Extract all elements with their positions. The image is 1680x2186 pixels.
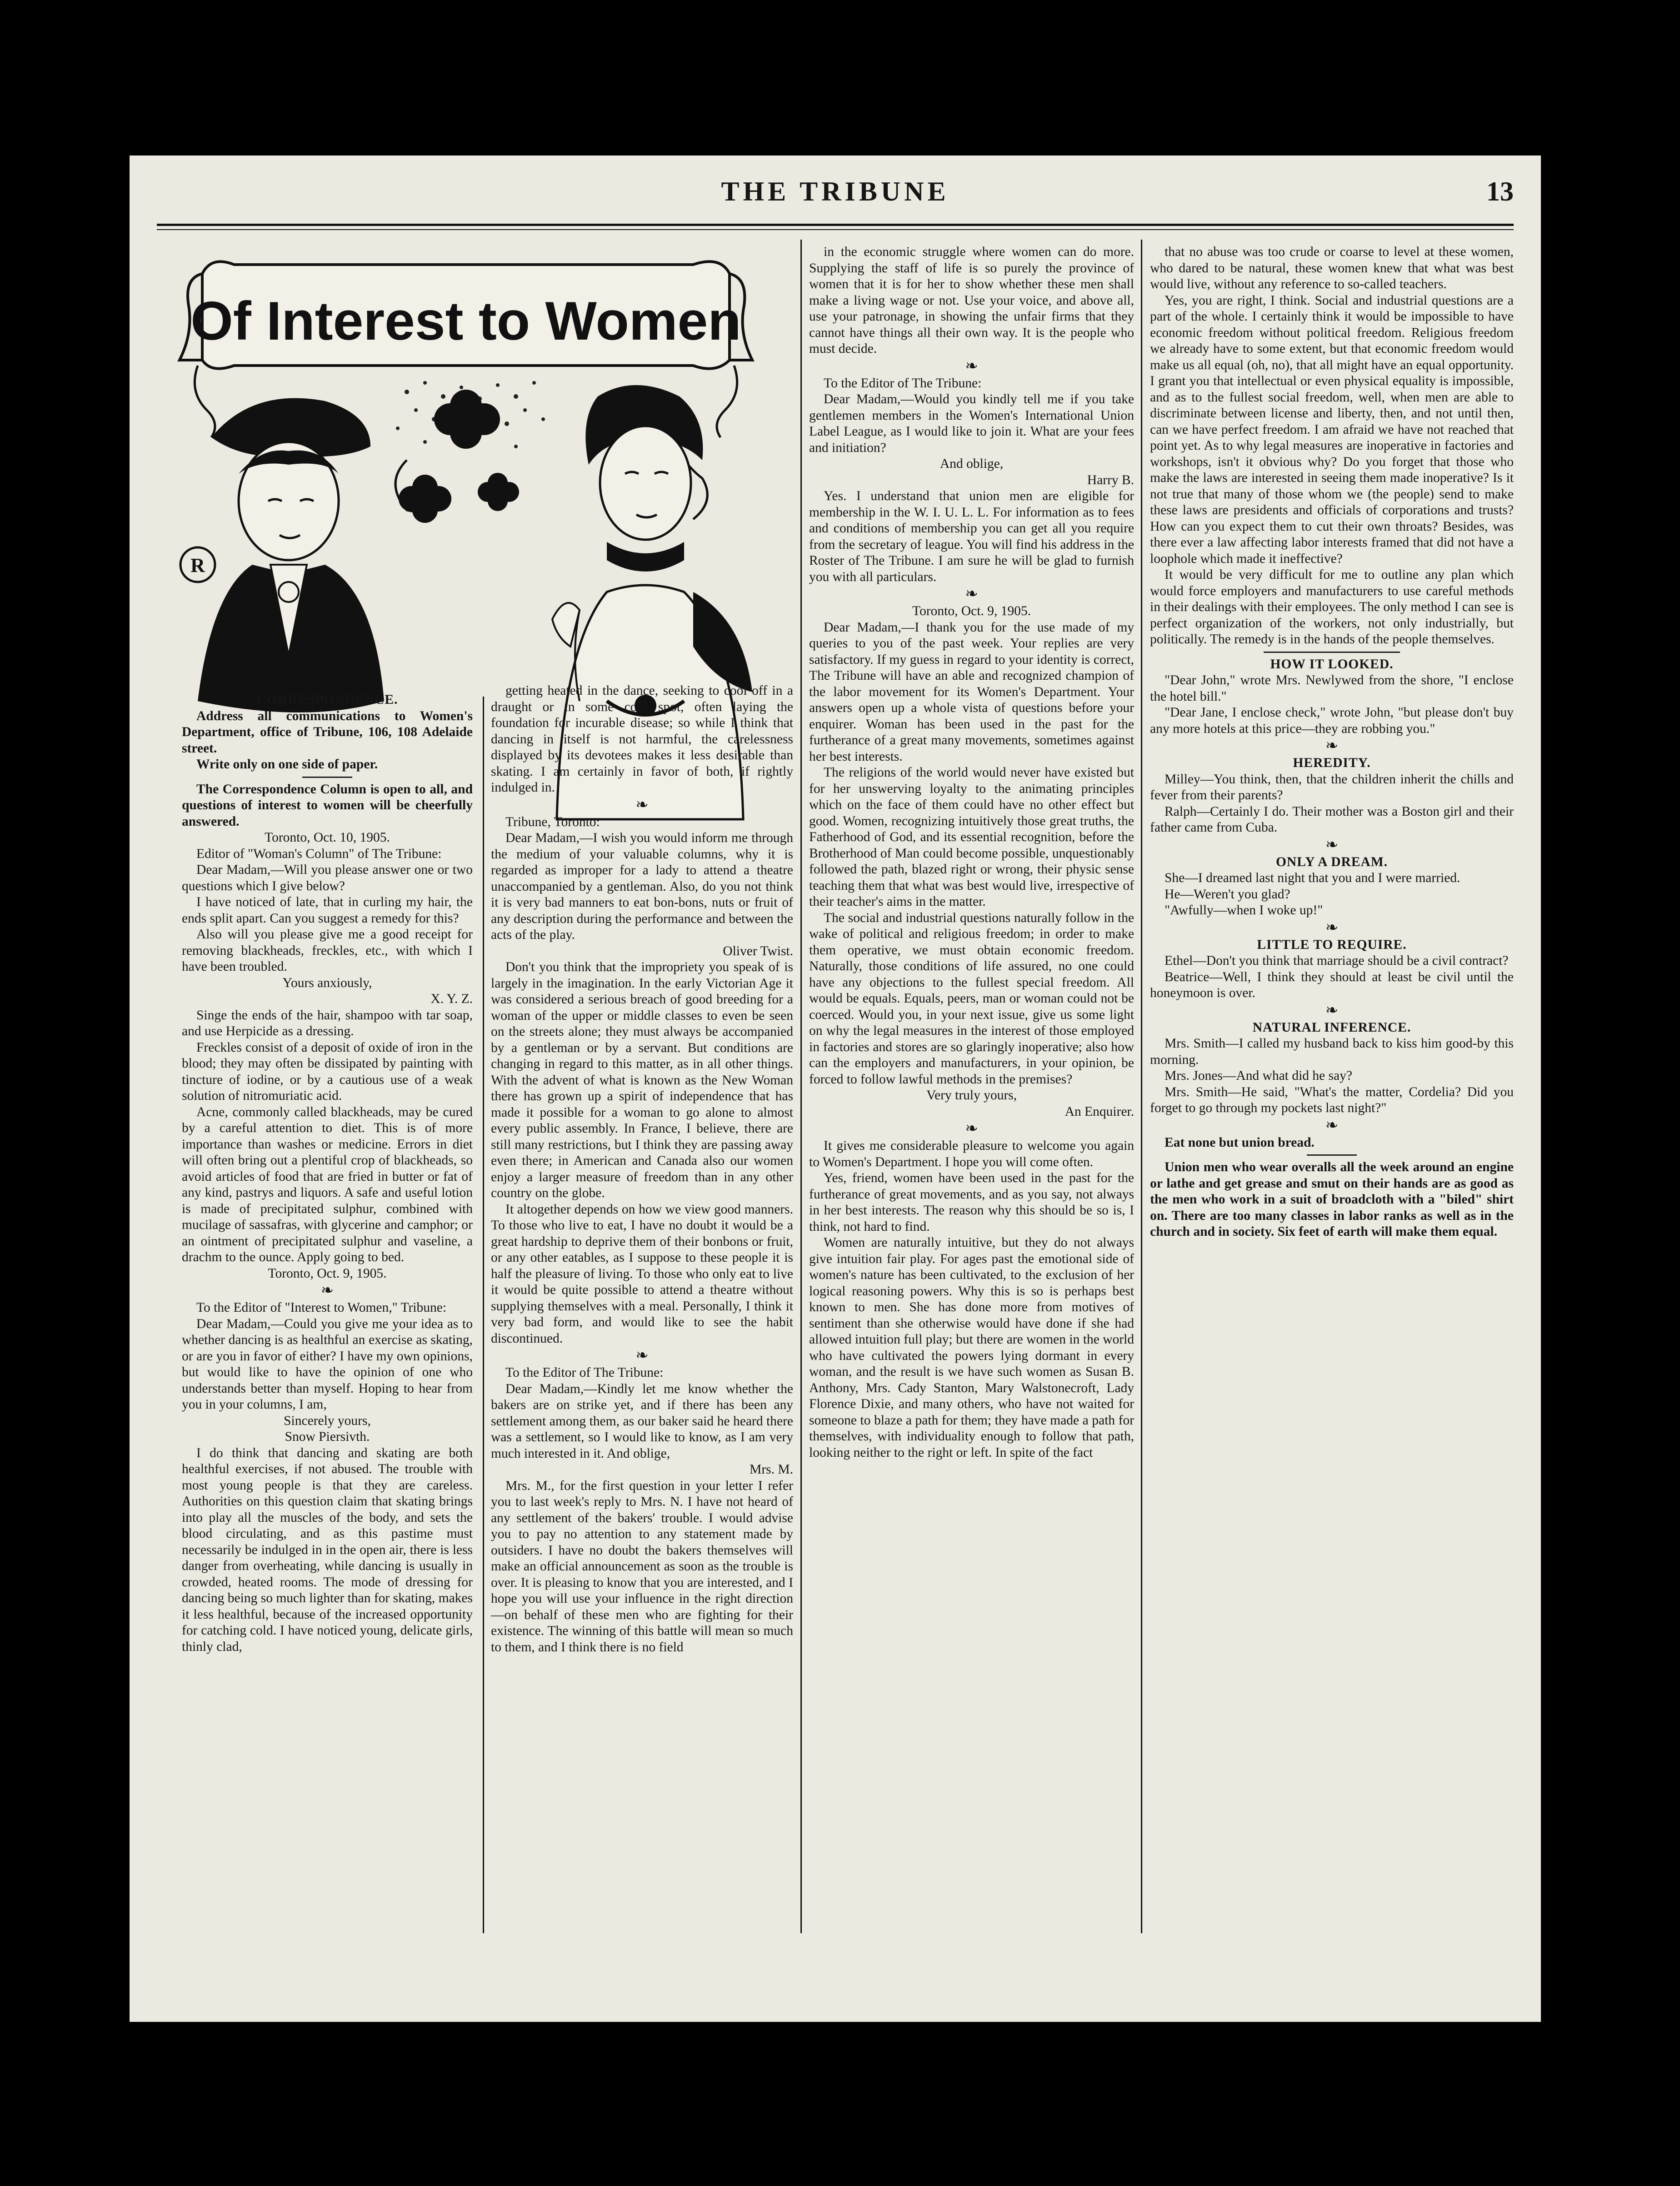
ornament-icon: ❧	[965, 586, 978, 602]
paragraph: Ralph—Certainly I do. Their mother was a Boston girl and their father came from Cuba.	[1150, 804, 1514, 835]
newspaper-page	[130, 155, 1541, 2022]
column-1	[182, 692, 473, 1938]
paragraph: Ethel—Don't you think that marriage should be a civil contract?	[1165, 953, 1509, 968]
paragraph: Yes, friend, women have been used in the past for the furtherance of great movements, and as you say, not always in her best interests. The reason why this should be so is, I think, not hard to find.	[809, 1171, 1134, 1234]
paragraph: Yes, you are right, I think. Social and industrial questions are a part of the whole. I certainly think it would be impossible to have economic freedom without political freedom. Religious freedom we already have to some extent, but that economic freedom would make us all equal (oh, no), that all might have an equal opportunity. I grant you that intellectual or even physical equality is impossible, and as to the fullest social freedom, well, when men are able to discriminate between license and liberty, then, and not until then, can we have perfect freedom. I am afraid we have not reached that point yet. As to why legal measures are inoperative in factories and workshops, isn't it obvious why? Do you forget that those who make the laws are interested in seeing them made inoperative? Is it not true that many of those whom we (the people) send to make these laws are presidents and officials of corporations and trusts? How can you expect them to cut their own throats? Besides, was there ever a law affecting labor interests framed that did not have a loophole which made it ineffective?	[1150, 293, 1514, 566]
ornament-icon: ❧	[635, 796, 649, 813]
banner-title: Of Interest to Women	[190, 291, 741, 351]
masthead	[130, 176, 1541, 217]
section-heading: HOW IT LOOKED.	[1270, 657, 1394, 672]
paragraph: Mrs. M., for the first question in your letter I refer you to last week's reply to Mrs. N. I have not heard of any settlement of the bakers' trouble. I would advise you to pay no attention to any statement made by outsiders. I have no doubt the bakers themselves will make an official announcement as soon as the trouble is over. It is pleasing to know that you are interested, and I hope you will use your influence in the right direction—on behalf of these men who are fighting for their existence. The winning of this battle will mean so much to them, and I think there is no field	[491, 1478, 793, 1655]
paragraph: Tribune, Toronto:	[505, 814, 600, 829]
paragraph: Mrs. Jones—And what did he say?	[1165, 1068, 1352, 1083]
letter-signature: Snow Piersivth.	[285, 1429, 370, 1444]
paragraph: Women are naturally intuitive, but they do not always give intuition fair play. For ages past the emotional side of women's nature has been cultivated, to the exclusion of her logical reasoning powers. Why this is so is perhaps best known to men. She has done more from motives of sentiment than she otherwise would have done if she had allowed intuition full play; but there are women in the world who have cultivated the powers lying dormant in every woman, and the result is we have such women as Susan B. Anthony, Mrs. Cady Stanton, Mary Walstonecroft, Lady Florence Dixie, and many others, who have not waited for someone to blaze a path for them; they have made a path for themselves, with individuality enough to follow that path, looking neither to the right or left. In spite of the fact	[809, 1235, 1134, 1460]
paragraph: It gives me considerable pleasure to welcome you again to Women's Department. I hope you will come often.	[809, 1138, 1134, 1169]
paragraph: Yes. I understand that union men are eligible for membership in the W. I. U. L. L. For information as to fees and conditions of membership you can get all you require from the secretary of league. You will find his address in the Roster of The Tribune. I am sure he will be glad to furnish you with all particulars.	[809, 489, 1134, 584]
letter-signature: Harry B.	[1087, 472, 1134, 487]
paragraph: "Awfully—when I woke up!"	[1165, 903, 1323, 918]
paragraph: in the economic struggle where women can do more. Supplying the staff of life is so purely the province of women that it is for her to show whether these men shall make a living wage or not. Use your voice, and above all, use your patronage, in showing the unfair firms that they cannot have things all their own way. It is the people who must decide.	[809, 245, 1134, 356]
column-rule-1	[483, 697, 484, 1933]
column-3	[809, 244, 1134, 1938]
paragraph: To the Editor of The Tribune:	[505, 1365, 664, 1380]
paragraph: Freckles consist of a deposit of oxide of iron in the blood; they may often be dissipated by painting with tincture of iodine, or by a cautious use of a weak solution of nitromuriatic acid.	[182, 1040, 473, 1103]
divider	[302, 777, 352, 778]
masthead-rule-thin	[157, 229, 1514, 230]
paragraph: Dear Madam,—Will you please answer one or two questions which I give below?	[182, 862, 473, 893]
letter-signature: Mrs. M.	[750, 1462, 793, 1477]
section-heading: NATURAL INFERENCE.	[1252, 1020, 1411, 1035]
paragraph: Write only on one side of paper.	[196, 757, 378, 772]
artist-monogram: R	[190, 554, 205, 577]
paragraph: Dear Madam,—Kindly let me know whether the bakers are on strike yet, and if there has been any settlement among them, as our baker said he heard there was a settlement, so I would like to know, as I am very much interested in it. And oblige,	[491, 1381, 793, 1461]
paragraph: To the Editor of "Interest to Women," Tribune:	[196, 1300, 447, 1315]
letter-signature: X. Y. Z.	[430, 992, 473, 1006]
ornament-icon: ❧	[1325, 737, 1339, 754]
slogan: Eat none but union bread.	[1165, 1135, 1315, 1150]
paragraph: The social and industrial questions naturally follow in the wake of political and religious freedom; in order to make them operative, we must obtain economic freedom. Naturally, those conditions of life assured, no one could have any objections to the fullest special freedom. All would be equals. Equals, peers, man or woman could not be coerced. Would you, in your next issue, give us some light on why the legal measures in the interest of those employed in factories and stores are so glaringly inoperative; also how can the employers and manufacturers, in your opinion, be forced to follow lawful methods in the premises?	[809, 910, 1134, 1087]
section-heading: HEREDITY.	[1293, 756, 1371, 770]
paragraph: Acne, commonly called blackheads, may be cured by a careful attention to diet. This is of more importance than washes or medicine. Errors in diet will often bring out a plentiful crop of blackheads, so avoid articles of food that are fried in butter or fat of any kind, pastrys and liquors. A safe and useful lotion is made of precipitated sulphur, combined with mucilage of sassafras, with glycerine and camphor; or an ointment of precipitated sulphur and vaseline, a drachm to the ounce. Apply going to bed.	[182, 1104, 473, 1264]
paragraph: Don't you think that the impropriety you speak of is largely in the imagination. In the early Victorian Age it was considered a serious breach of good breeding for a woman of the upper or middle classes to even be seen on the streets alone; they must always be accompanied by a gentleman or by a servant. But conditions are changing in regard to this matter, as in all other things. With the advent of what is known as the New Woman there has grown up a spirit of independence that has made it possible for a woman to go alone to almost every public assembly. In France, I believe, there are still many restrictions, but I think they are passing away even there; in American and Canada also our women enjoy a larger measure of freedom than in any other country on the globe.	[491, 960, 793, 1200]
paragraph: It would be very difficult for me to outline any plan which would force employers and manufacturers to use careful methods in their dealings with their employees. The only method I can see is perfect organization of the workers, not only industrially, but politically. The remedy is in the hands of the people themselves.	[1150, 567, 1514, 647]
paragraph: Dear Madam,—Would you kindly tell me if you take gentlemen members in the Women's International Union Label League, as I would like to join it. What are your fees and initiation?	[809, 392, 1134, 455]
paragraph: Singe the ends of the hair, shampoo with tar soap, and use Herpicide as a dressing.	[182, 1008, 473, 1038]
ornament-icon: ❧	[965, 1120, 978, 1137]
ornament-icon: ❧	[1325, 919, 1339, 936]
paragraph: He—Weren't you glad?	[1165, 887, 1290, 902]
ornament-icon: ❧	[1325, 1117, 1339, 1134]
paragraph: "Dear Jane, I enclose check," wrote John, "but please don't buy any more hotels at this price—they are robbing you."	[1150, 705, 1514, 736]
ornament-icon: ❧	[965, 357, 978, 375]
ornament-icon: ❧	[1325, 836, 1339, 853]
paragraph: Address all communications to Women's Department, office of Tribune, 106, 108 Adelaide street.	[182, 708, 473, 756]
paragraph: Dear Madam,—I wish you would inform me through the medium of your valuable columns, why it is regarded as improper for a lady to attend a theatre unaccompanied by a gentleman. Also, do you not think it is very bad manners to eat bon-bons, nuts or fruit of any description during the performance and between the acts of the play.	[491, 831, 793, 942]
column-rule-3	[1141, 240, 1142, 1933]
paragraph: "Dear John," wrote Mrs. Newlywed from the shore, "I enclose the hotel bill."	[1150, 673, 1514, 704]
section-heading: LITTLE TO REQUIRE.	[1257, 937, 1407, 952]
ornament-icon: ❧	[1325, 1002, 1339, 1019]
column-rule-2	[800, 240, 802, 1933]
masthead-rule	[157, 224, 1514, 226]
section-heading: ONLY A DREAM.	[1275, 854, 1388, 869]
letter-closing: And oblige,	[940, 456, 1004, 471]
divider	[1264, 652, 1400, 653]
column-2	[491, 683, 793, 1938]
paragraph: Also will you please give me a good receipt for removing blackheads, freckles, etc., with which I have been troubled.	[182, 927, 473, 974]
section-heading: CORRESPONDENCE.	[256, 692, 398, 707]
ornament-icon: ❧	[635, 1347, 649, 1364]
paragraph: Dear Madam,—I thank you for the use made of my queries to you of the past week. Your replies are very satisfactory. If my guess in regard to your identity is correct, The Tribune will have an able and recognized champion of the labor movement for its Women's Department. Your answers open up a whole vista of questions before your enquirer. Woman has been used in the past for the furtherance of a great many movements, sometimes against her best interests.	[809, 620, 1134, 764]
paragraph: To the Editor of The Tribune:	[824, 376, 982, 391]
paragraph: The religions of the world would never have existed but for her unswerving loyalty to the animating principles which on the face of them could have no other effect but good. Women, recognizing intuitively those great truths, the Fatherhood of God, and its essential recognition, before the Brotherhood of Man could become possible, unquestionably followed the path, blazed right or wrong, their physic sense teaching them that what was best would live, irrespective of their teacher's aims in the matter.	[809, 765, 1134, 909]
divider	[1307, 1154, 1357, 1156]
letter-signature: Oliver Twist.	[723, 943, 793, 958]
paragraph: Union men who wear overalls all the week around an engine or lathe and get grease and smut on their hands are as good as the men who work in a suit of broadcloth with a "biled" shirt on. There are too many classes in labor ranks as well as in the church and in society. Six feet of earth will make them equal.	[1150, 1160, 1514, 1239]
letter-dateline: Toronto, Oct. 10, 1905.	[265, 830, 390, 845]
paragraph: getting heated in the dance, seeking to cool off in a draught or in some cold spot, often laying the foundation for incurable disease; so while I think that dancing in itself is not harmful, the carelessness displayed by its devotees makes it less desirable than skating. I am certainly in favor of both, if rightly indulged in.	[491, 683, 793, 795]
paragraph: Mrs. Smith—I called my husband back to kiss him good-by this morning.	[1150, 1036, 1514, 1067]
paragraph: I do think that dancing and skating are both healthful exercises, if not abused. The trouble with most young people is that they are careless. Authorities on this question claim that skating brings into play all the muscles of the body, and sets the blood circulating, and as this pastime must necessarily be indulged in in the open air, there is less danger from overheating, while dancing is usually in crowded, heated rooms. The mode of dressing for dancing being so much lighter than for skating, makes it less healthful, because of the increased opportunity for catching cold. I have noticed young, delicate girls, thinly clad,	[182, 1445, 473, 1654]
page-title: THE TRIBUNE	[721, 176, 950, 206]
paragraph: that no abuse was too crude or coarse to level at these women, who dared to be natural, these women knew that what was best would live, without any reference to so-called teachers.	[1150, 245, 1514, 291]
page-number: 13	[1486, 176, 1514, 206]
paragraph: Milley—You think, then, that the children inherit the chills and fever from their parents?	[1150, 772, 1514, 802]
ornament-icon: ❧	[320, 1282, 334, 1299]
letter-closing: Yours anxiously,	[282, 975, 372, 990]
letter-dateline: Toronto, Oct. 9, 1905.	[912, 604, 1031, 618]
paragraph: Beatrice—Well, I think they should at least be civil until the honeymoon is over.	[1150, 969, 1514, 1000]
letter-dateline: Toronto, Oct. 9, 1905.	[268, 1266, 387, 1281]
paragraph: It altogether depends on how we view good manners. To those who live to eat, I have no doubt it would be a great hardship to deprive them of their bonbons or fruit, or any other eatables, as I suppose to these people it is half the pleasure of living. To those who only eat to live it would be quite possible to attend a theatre without supplying themselves with a meal. Personally, I think it very bad form, and would like to see the habit discontinued.	[491, 1202, 793, 1346]
column-4	[1150, 244, 1514, 1938]
letter-closing: Very truly yours,	[926, 1088, 1017, 1103]
paragraph: I have noticed of late, that in curling my hair, the ends split apart. Can you suggest a remedy for this?	[182, 895, 473, 926]
letter-closing: Sincerely yours,	[284, 1413, 371, 1428]
paragraph: The Correspondence Column is open to all, and questions of interest to women will be cheerfully answered.	[182, 782, 473, 829]
paragraph: She—I dreamed last night that you and I were married.	[1165, 871, 1460, 885]
letter-signature: An Enquirer.	[1065, 1104, 1134, 1119]
paragraph: Mrs. Smith—He said, "What's the matter, Cordelia? Did you forget to go through my pockets last night?"	[1150, 1084, 1514, 1115]
paragraph: Editor of "Woman's Column" of The Tribune:	[196, 846, 442, 861]
paragraph: Dear Madam,—Could you give me your idea as to whether dancing is as healthful an exercise as skating, or are you in favor of either? I have my own opinions, but would like to have the opinion of one who understands better than myself. Hoping to hear from you in your columns, I am,	[182, 1316, 473, 1412]
